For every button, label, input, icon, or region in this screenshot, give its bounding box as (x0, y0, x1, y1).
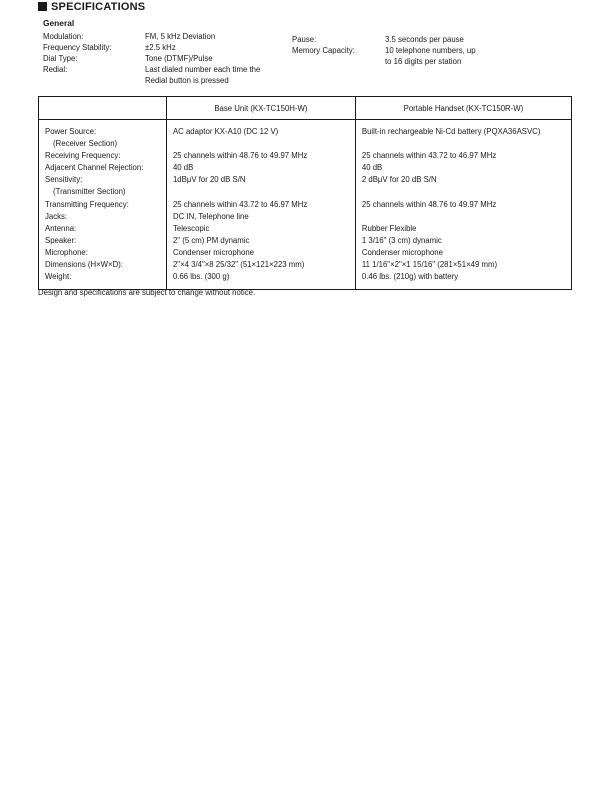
general-value: Last dialed number each time the (145, 65, 261, 74)
table-header-cell: Portable Handset (KX-TC150R-W) (355, 97, 571, 120)
handset-value: Rubber Flexible (361, 223, 417, 233)
spec-label: Jacks: (45, 211, 68, 221)
label-column (39, 120, 167, 290)
base-value (173, 138, 349, 150)
general-label: Redial: (43, 65, 68, 74)
spec-label: (Transmitter Section) (53, 187, 126, 197)
handset-value (362, 211, 565, 223)
base-value: Condenser microphone (172, 247, 255, 257)
general-value: 10 telephone numbers, up (385, 46, 476, 55)
base-value: Telescopic (172, 223, 210, 233)
base-value: 1dBμV for 20 dB S/N (172, 175, 246, 185)
handset-column (355, 120, 571, 290)
base-value: 2" (5 cm) PM dynamic (172, 235, 250, 245)
base-value: 40 dB (172, 163, 194, 173)
spec-label: Receiving Frequency: (45, 151, 121, 161)
general-label: Pause: (292, 35, 317, 44)
handset-value: 25 channels within 43.72 to 46.97 MHz (361, 151, 497, 161)
base-value: AC adaptor KX-A10 (DC 12 V) (172, 127, 279, 136)
general-right-labels (292, 34, 382, 56)
bullet-square-icon (38, 2, 47, 11)
general-label: Dial Type: (43, 54, 78, 63)
specifications-table (38, 96, 572, 290)
handset-value: 40 dB (361, 163, 383, 173)
base-value: 0.66 lbs. (300 g) (172, 272, 230, 282)
handset-value: 1 3/16" (3 cm) dynamic (361, 235, 442, 245)
base-unit-column (166, 120, 355, 290)
general-value: FM, 5 kHz Deviation (145, 32, 216, 41)
spec-label: Speaker: (45, 235, 77, 245)
handset-value: Condenser microphone (361, 247, 443, 257)
handset-value: Built-in rechargeable Ni-Cd battery (PQXA36ASVC) (361, 127, 541, 136)
general-left-values (145, 31, 285, 86)
spec-label: Sensitivity: (45, 175, 83, 185)
general-value: Redial button is pressed (145, 76, 229, 85)
table-header-cell (39, 97, 167, 120)
spec-label: Dimensions (H×W×D): (45, 260, 123, 270)
general-right-values (385, 34, 495, 67)
base-value: 25 channels within 43.72 to 46.97 MHz (172, 199, 308, 209)
general-subheading: General (43, 18, 75, 28)
general-label: Memory Capacity: (292, 46, 355, 55)
base-value (173, 186, 349, 198)
general-value: to 16 digits per station (385, 57, 462, 66)
table-header-cell: Base Unit (KX-TC150H-W) (166, 97, 355, 120)
spec-label: (Receiver Section) (53, 139, 118, 149)
handset-value: 25 channels within 48.76 to 49.97 MHz (361, 199, 497, 209)
general-label: Frequency Stability: (43, 43, 112, 52)
footer-note: Design and specifications are subject to change without notice. (38, 288, 256, 297)
spec-label: Microphone: (45, 247, 88, 257)
spec-label: Weight: (45, 272, 72, 282)
section-heading (38, 0, 145, 13)
table-header-row (39, 97, 572, 120)
spec-label: Antenna: (45, 223, 77, 233)
general-value: 3.5 seconds per pause (385, 35, 464, 44)
handset-value: 0.46 lbs. (210g) with battery (361, 272, 459, 282)
base-value: DC IN, Telephone line (172, 211, 249, 221)
spec-label: Power Source: (45, 127, 97, 136)
table-row (39, 120, 572, 290)
handset-value (362, 138, 565, 150)
handset-value: 2 dBμV for 20 dB S/N (361, 175, 437, 185)
spec-label: Transmitting Frequency: (45, 199, 129, 209)
spec-label: Adjacent Channel Rejection: (45, 163, 144, 173)
handset-value (362, 186, 565, 198)
base-value: 2"×4 3/4"×8 25/32" (51×121×223 mm) (172, 260, 305, 270)
base-value: 25 channels within 48.76 to 49.97 MHz (172, 151, 308, 161)
general-left-labels (43, 31, 143, 75)
page-title: SPECIFICATIONS (51, 0, 146, 13)
general-value: Tone (DTMF)/Pulse (145, 54, 213, 63)
handset-value: 11 1/16"×2"×1 15/16" (281×51×49 mm) (361, 260, 498, 270)
general-label: Modulation: (43, 32, 84, 41)
general-value: ±2.5 kHz (145, 43, 176, 52)
